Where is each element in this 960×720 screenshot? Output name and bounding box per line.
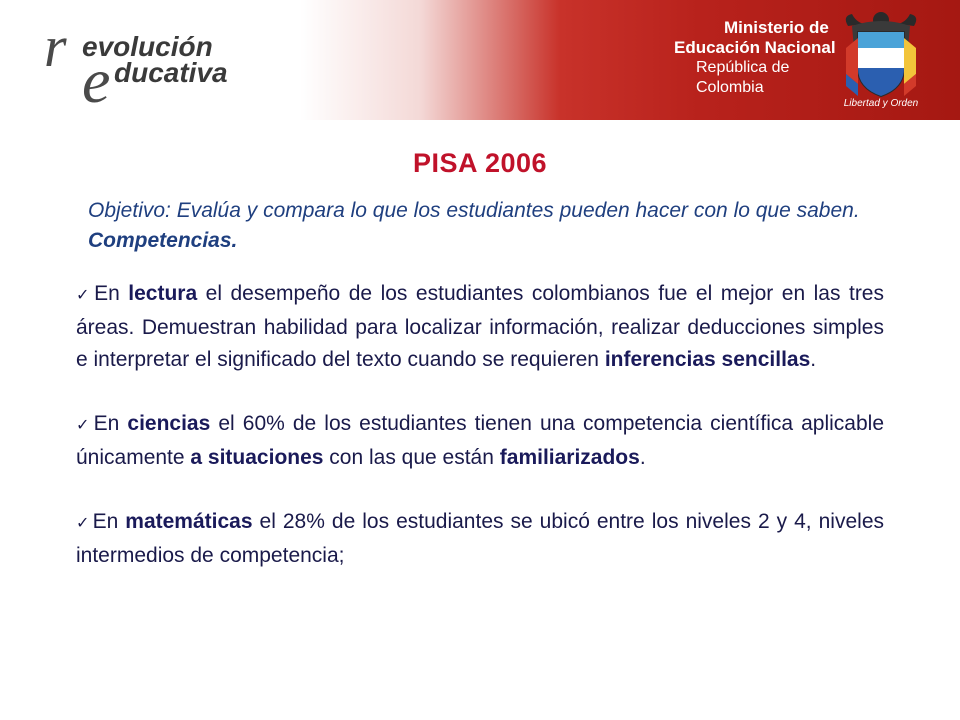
svg-text:evolución: evolución <box>82 31 213 62</box>
check-icon: ✓ <box>76 417 92 434</box>
page-title: PISA 2006 <box>412 148 548 178</box>
bullet-lectura: ✓En lectura el desempeño de los estudiantes colombianos fue el mejor en las tres áreas. Demuestran habilidad para localizar información, realizar deducciones simples e interpretar el significado del texto cuando se requieren inferencias sencillas. <box>76 282 884 371</box>
objective-text <box>88 196 908 256</box>
bullet-matematicas: ✓En matemáticas el 28% de los estudiantes se ubicó entre los niveles 2 y 4, niveles intermedios de competencia; <box>76 510 884 567</box>
ministry-line-3: República de Colombia <box>696 59 790 96</box>
ministry-line-1: Ministerio de <box>724 18 829 37</box>
revolucion-educativa-logo <box>44 14 304 110</box>
svg-text:r: r <box>44 14 67 79</box>
objective-emphasis: Competencias. <box>88 229 238 252</box>
header-banner <box>0 0 960 120</box>
check-icon: ✓ <box>76 287 93 304</box>
ministry-logo-text <box>660 18 840 98</box>
ministry-line-2: Educación Nacional <box>674 38 836 57</box>
objective-body: Objetivo: Evalúa y compara lo que los estudiantes pueden hacer con lo que saben. <box>88 199 860 222</box>
seal-caption: Libertad y Orden <box>843 98 919 109</box>
svg-text:ducativa: ducativa <box>114 57 228 88</box>
svg-text:e: e <box>82 45 111 110</box>
bullet-list <box>76 278 884 572</box>
check-icon: ✓ <box>76 515 91 532</box>
bullet-ciencias: ✓En ciencias el 60% de los estudiantes tienen una competencia científica aplicable únicamente a situaciones con las que están familiarizados. <box>76 412 884 469</box>
